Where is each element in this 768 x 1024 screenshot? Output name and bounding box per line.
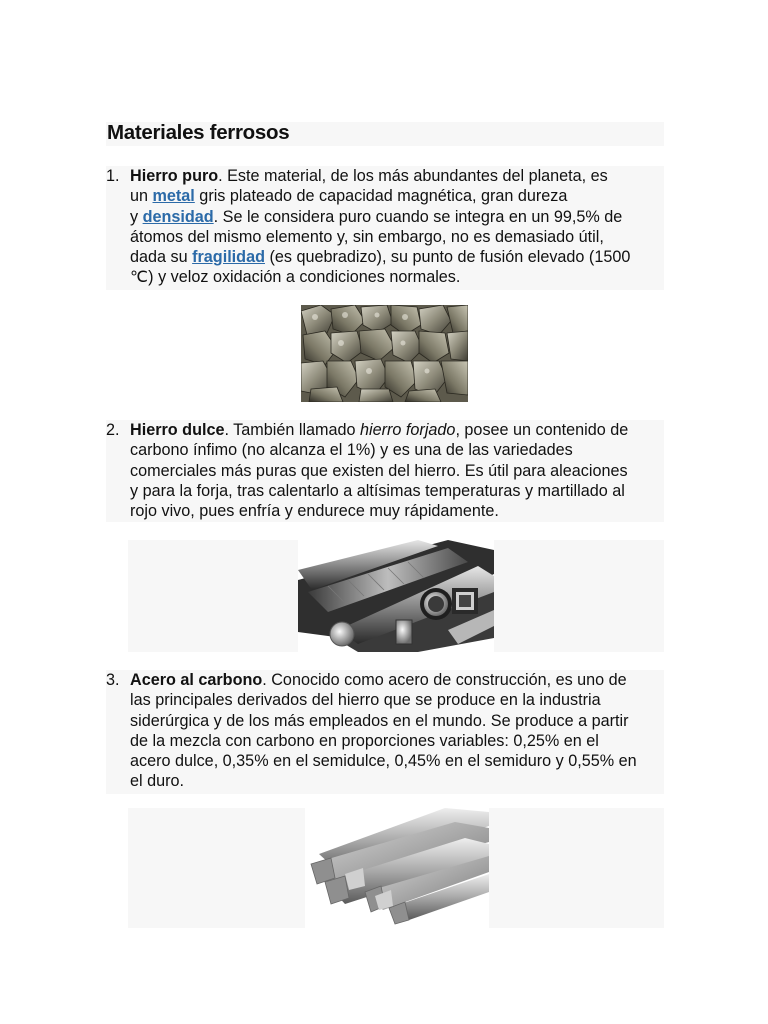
text-fragment: . Este material, de los más abundantes del planeta, es [218,167,608,185]
text-line: ℃) y veloz oxidación a condiciones normales. [130,268,461,287]
iron-nuggets-photo [301,305,468,402]
list-item [106,166,664,290]
text-fragment: gris plateado de capacidad magnética, gran dureza [194,187,568,206]
text-line: las principales derivados del hierro que se produce en la industria [130,691,601,710]
text-line: comerciales más puras que existen del hierro. Es útil para aleaciones [130,461,628,480]
steel-bars-photo [305,808,489,928]
text-fragment: un [130,187,153,206]
text-fragment: . Se le considera puro cuando se integra en un 99,5% de [213,207,623,226]
steel-profiles-photo [298,540,494,652]
text-line: y para la forja, tras calentarlo a altísimas temperaturas y martillado al [130,481,625,500]
list-item-text [130,420,665,521]
text-fragment: y [130,207,143,226]
text-fragment: . Conocido como acero de construcción, es uno de [262,671,627,689]
list-number: 1. [106,167,120,185]
term-label: Hierro puro [130,167,219,185]
link-fragilidad[interactable]: fragilidad [192,248,265,267]
text-line: átomos del mismo elemento y, sin embargo, no es demasiado útil, [130,227,604,246]
section-title: Materiales ferrosos [107,121,290,144]
text-fragment: dada su [130,248,193,267]
text-line: acero dulce, 0,35% en el semidulce, 0,45% en el semiduro y 0,55% en [130,752,637,771]
list-number: 2. [106,421,120,439]
list-item-text [130,166,665,288]
term-label: Hierro dulce [130,421,225,439]
list-item [106,670,664,794]
text-line: rojo vivo, pues enfría y endurece muy rápidamente. [130,502,499,521]
text-line: carbono ínfimo (no alcanza el 1%) y es una de las variedades [130,441,573,460]
link-densidad[interactable]: densidad [142,207,214,226]
link-metal[interactable]: metal [152,187,195,206]
text-fragment: (es quebradizo), su punto de fusión elevado (1500 [264,248,631,267]
text-line: de la mezcla con carbono en proporciones variables: 0,25% en el [130,731,599,750]
text-fragment: , posee un contenido de [455,421,629,439]
list-number: 3. [106,671,120,689]
text-line: el duro. [130,772,184,791]
list-item [106,420,664,522]
text-fragment: . También llamado [224,421,361,439]
list-item-text [130,670,665,792]
text-line: siderúrgica y de los más empleados en el mundo. Se produce a partir [130,711,629,730]
term-label: Acero al carbono [130,671,263,689]
italic-term: hierro forjado [360,421,456,439]
